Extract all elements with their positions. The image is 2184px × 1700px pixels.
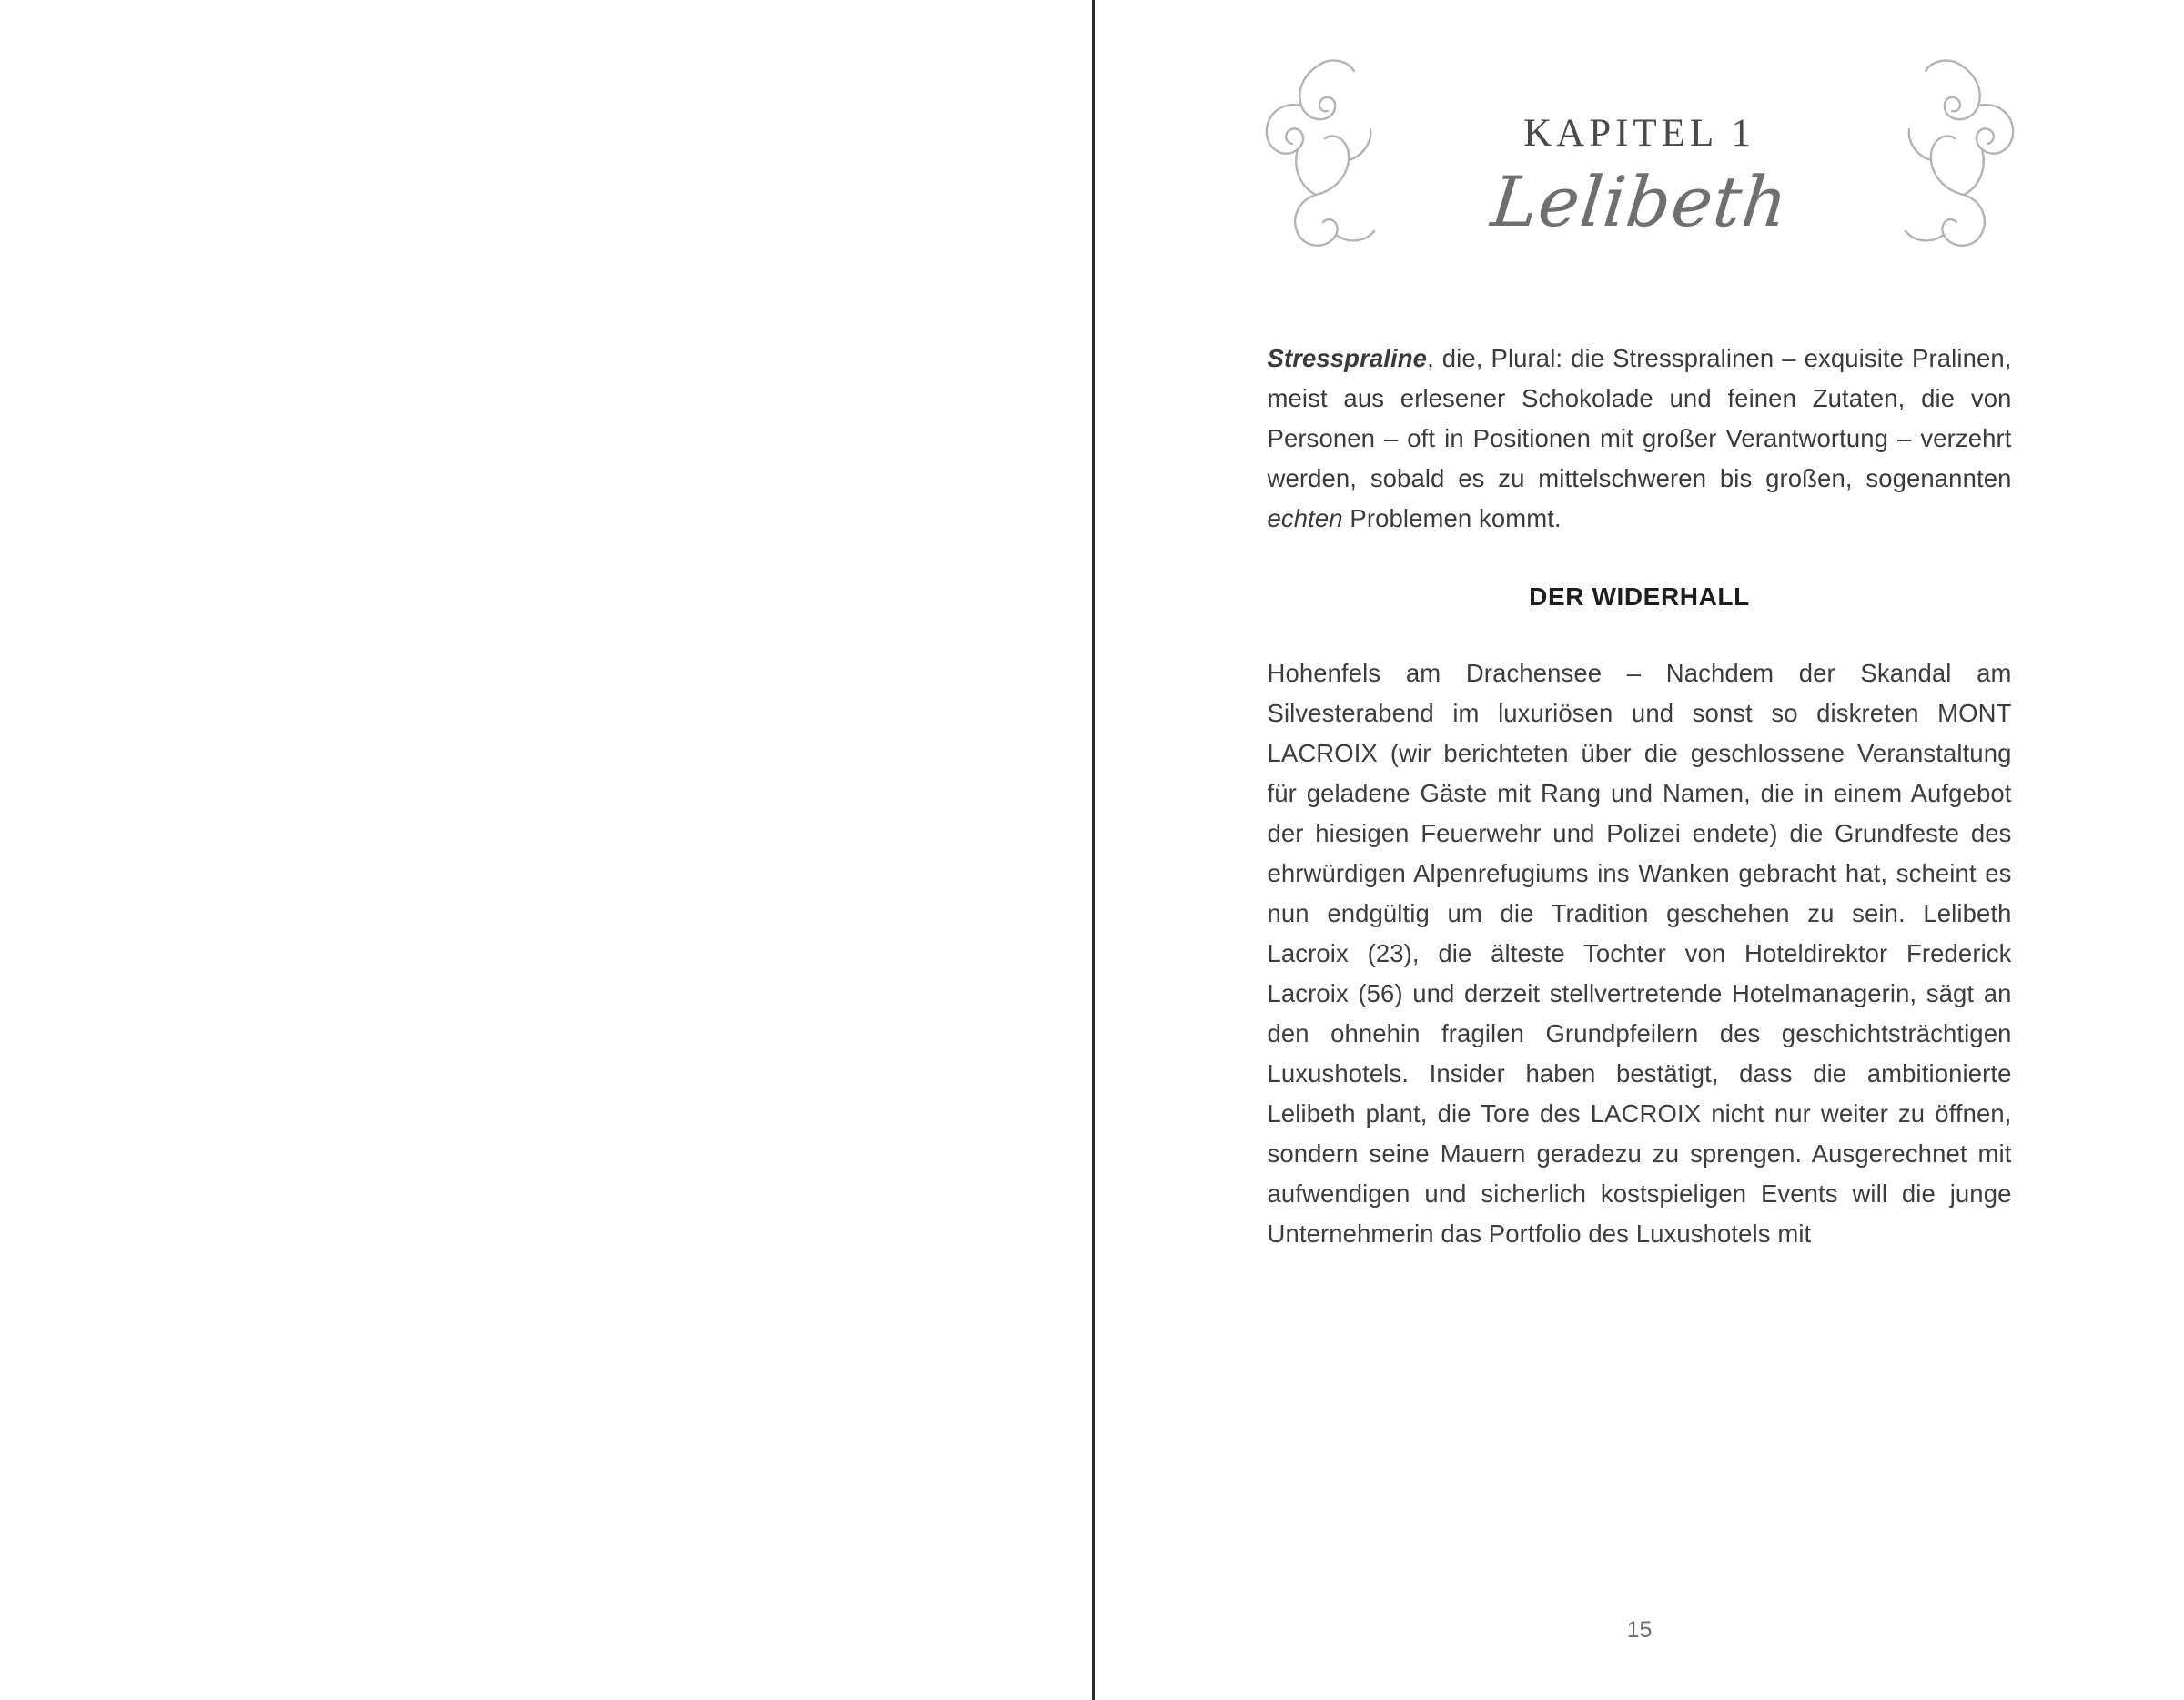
- page-number: 15: [1626, 1617, 1653, 1643]
- page-content: [1268, 319, 2012, 1254]
- chapter-label: KAPITEL 1: [1523, 112, 1755, 155]
- chapter-header: [1258, 0, 2022, 319]
- definition-text-2: Problemen kommt.: [1342, 504, 1562, 532]
- section-heading: DER WIDERHALL: [1529, 582, 1750, 611]
- definition-emphasis: echten: [1267, 504, 1343, 532]
- definition-term: Stresspraline: [1267, 344, 1428, 372]
- chapter-name: Lelibeth: [1487, 161, 1792, 242]
- right-page: [1095, 0, 2184, 1700]
- definition-paragraph: [1268, 339, 2012, 539]
- article-paragraph: Hohenfels am Drachensee – Nachdem der Skandal am Silvesterabend im luxuriösen und sonst so diskreten MONT LACROIX (wir berichteten über die geschlossene Veranstaltung für geladene Gäste mit Rang und Namen, die in einem Aufgebot der hiesigen Feuerwehr und Polizei endete) die Grundfeste des ehrwürdigen Alpenrefugiums ins Wanken gebracht hat, scheint es nun endgültig um die Tradition geschehen zu sein. Lelibeth Lacroix (23), die älteste Tochter von Hoteldirektor Frederick Lacroix (56) und derzeit stellvertretende Hotelmanagerin, sägt an den ohnehin fragilen Grundpfeilern des geschichtsträchtigen Luxushotels. Insider haben bestätigt, dass die ambitionierte Lelibeth plant, die Tore des LACROIX nicht nur weiter zu öffnen, sondern seine Mauern geradezu zu sprengen. Ausgerechnet mit aufwendigen und sicherlich kostspieligen Events will die junge Unternehmerin das Portfolio des Luxushotels mit: [1267, 659, 2012, 1248]
- definition-text-1: , die, Plural: die Stresspralinen – exquisite Pralinen, meist aus erlesener Schokolade und feinen Zutaten, die von Personen – oft in Positionen mit großer Verantwortung – verzehrt werden, sobald es zu mittelschweren bis großen, sogenannten: [1267, 344, 2012, 492]
